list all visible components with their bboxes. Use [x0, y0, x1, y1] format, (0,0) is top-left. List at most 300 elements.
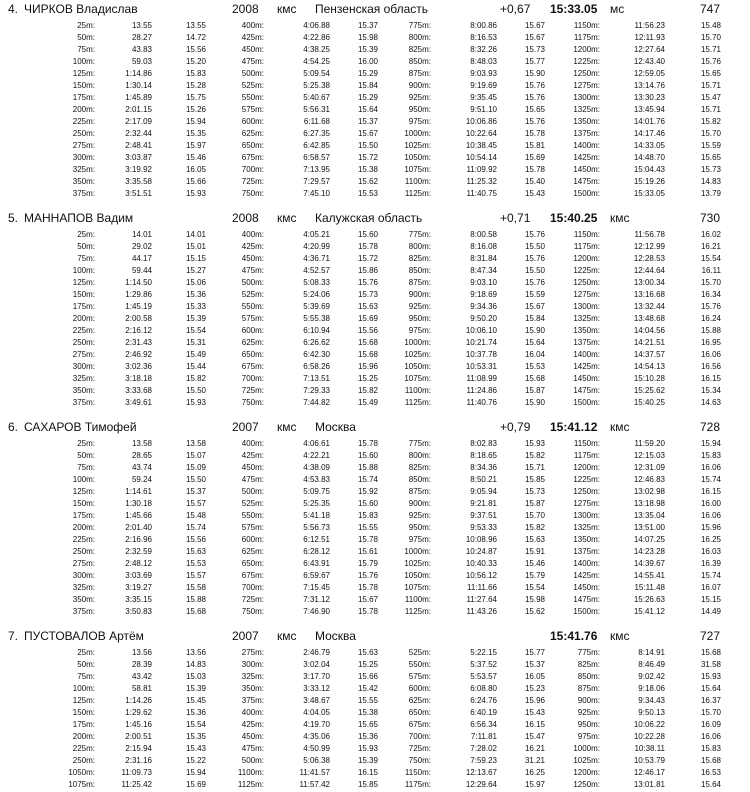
split-row — [0, 229, 721, 241]
distance: 200m: — [72, 105, 95, 114]
split-time: 15.71 — [524, 463, 545, 472]
split-time: 15.96 — [524, 696, 545, 705]
cumulative-time: 10:21.74 — [465, 338, 497, 347]
split-time: 15.85 — [524, 475, 545, 484]
cumulative-time: 9:03.93 — [470, 69, 497, 78]
cumulative-time: 13:48.68 — [633, 314, 665, 323]
distance: 900m: — [408, 81, 431, 90]
distance: 800m: — [408, 451, 431, 460]
distance: 1300m: — [573, 93, 600, 102]
split-time: 15.94 — [185, 117, 206, 126]
cumulative-time: 10:56.12 — [465, 571, 497, 580]
distance: 100m: — [72, 475, 95, 484]
split-time: 15.37 — [185, 487, 206, 496]
split-time: 15.64 — [700, 780, 721, 789]
achieved-rank: кмс — [610, 629, 630, 643]
cumulative-time: 4:38.25 — [303, 45, 330, 54]
cumulative-time: 6:58.57 — [303, 153, 330, 162]
distance: 75m: — [77, 672, 95, 681]
cumulative-time: 14:37.57 — [633, 350, 665, 359]
cumulative-time: 7:31.12 — [303, 595, 330, 604]
cumulative-time: 12:28.53 — [633, 254, 665, 263]
distance: 450m: — [241, 45, 264, 54]
split-time: 15.43 — [185, 744, 206, 753]
split-time: 15.43 — [524, 189, 545, 198]
distance: 50m: — [77, 451, 95, 460]
cumulative-time: 11:09.73 — [121, 768, 152, 777]
cumulative-time: 59.44 — [131, 266, 152, 275]
split-time: 15.36 — [357, 732, 378, 741]
split-row — [0, 558, 721, 570]
cumulative-time: 9:50.20 — [470, 314, 497, 323]
distance: 1100m: — [237, 768, 264, 777]
split-time: 14.49 — [700, 607, 721, 616]
split-time: 15.55 — [357, 696, 378, 705]
split-row — [0, 498, 721, 510]
split-time: 15.64 — [700, 684, 721, 693]
cumulative-time: 43.74 — [131, 463, 152, 472]
distance: 1325m: — [573, 523, 600, 532]
distance: 1225m: — [573, 266, 600, 275]
split-time: 15.68 — [700, 756, 721, 765]
split-row — [0, 361, 721, 373]
athlete-name — [8, 211, 133, 225]
split-row — [0, 779, 721, 791]
cumulative-time: 8:18.65 — [470, 451, 497, 460]
cumulative-time: 15:26.63 — [633, 595, 665, 604]
cumulative-time: 2:15.94 — [125, 744, 152, 753]
cumulative-time: 13:35.04 — [633, 511, 665, 520]
split-time: 14.83 — [700, 177, 721, 186]
cumulative-time: 7:59.23 — [470, 756, 497, 765]
distance: 1075m: — [404, 583, 431, 592]
distance: 250m: — [72, 547, 95, 556]
distance: 425m: — [241, 33, 264, 42]
birth-year: 2008 — [232, 211, 259, 225]
distance: 875m: — [577, 684, 600, 693]
cumulative-time: 9:05.94 — [470, 487, 497, 496]
split-time: 15.60 — [357, 230, 378, 239]
distance: 1050m: — [404, 571, 431, 580]
split-time: 15.53 — [524, 362, 545, 371]
distance: 775m: — [408, 230, 431, 239]
split-row — [0, 647, 721, 659]
cumulative-time: 5:25.38 — [303, 81, 330, 90]
distance: 800m: — [408, 33, 431, 42]
distance: 900m: — [577, 696, 600, 705]
cumulative-time: 9:34.36 — [470, 302, 497, 311]
distance: 325m: — [72, 583, 95, 592]
split-time: 15.76 — [524, 93, 545, 102]
distance: 25m: — [77, 230, 95, 239]
split-time: 15.82 — [524, 451, 545, 460]
distance: 300m: — [72, 362, 95, 371]
split-time: 15.38 — [357, 165, 378, 174]
split-time: 15.23 — [524, 684, 545, 693]
split-time: 15.90 — [524, 69, 545, 78]
distance: 1275m: — [573, 499, 600, 508]
split-time: 15.50 — [357, 141, 378, 150]
distance: 1375m: — [573, 547, 600, 556]
athlete-name — [8, 2, 138, 16]
cumulative-time: 6:58.26 — [303, 362, 330, 371]
split-time: 15.79 — [524, 571, 545, 580]
cumulative-time: 12:31.09 — [633, 463, 665, 472]
split-row — [0, 116, 721, 128]
distance: 550m: — [408, 660, 431, 669]
distance: 1450m: — [573, 583, 600, 592]
split-time: 15.62 — [357, 177, 378, 186]
distance: 300m: — [72, 571, 95, 580]
split-row — [0, 450, 721, 462]
distance: 550m: — [241, 511, 264, 520]
cumulative-time: 11:59.20 — [634, 439, 665, 448]
cumulative-time: 14:17.46 — [633, 129, 665, 138]
cumulative-time: 3:02.04 — [303, 660, 330, 669]
distance: 825m: — [408, 254, 431, 263]
split-time: 15.76 — [524, 230, 545, 239]
cumulative-time: 12:43.40 — [633, 57, 665, 66]
split-time: 15.70 — [700, 278, 721, 287]
cumulative-time: 9:02.42 — [638, 672, 665, 681]
split-time: 15.37 — [524, 660, 545, 669]
cumulative-time: 12:44.64 — [633, 266, 665, 275]
distance: 275m: — [72, 141, 95, 150]
cumulative-time: 13:16.68 — [633, 290, 665, 299]
split-row — [0, 582, 721, 594]
points: 747 — [700, 2, 721, 16]
cumulative-time: 9:03.10 — [470, 278, 497, 287]
distance: 325m: — [72, 374, 95, 383]
cumulative-time: 4:53.83 — [303, 475, 330, 484]
cumulative-time: 15:25.62 — [633, 386, 665, 395]
split-time: 16.11 — [701, 266, 721, 275]
distance: 425m: — [241, 451, 264, 460]
split-time: 15.42 — [357, 684, 378, 693]
distance: 1375m: — [573, 338, 600, 347]
split-row — [0, 140, 721, 152]
cumulative-time: 8:31.84 — [470, 254, 497, 263]
place: 4. — [8, 2, 19, 16]
name: САХАРОВ Тимофей — [24, 420, 137, 434]
cumulative-time: 2:32.44 — [125, 129, 152, 138]
cumulative-time: 2:31.43 — [125, 338, 152, 347]
split-time: 16.37 — [700, 696, 721, 705]
distance: 925m: — [408, 511, 431, 520]
distance: 750m: — [241, 398, 264, 407]
cumulative-time: 10:37.78 — [465, 350, 497, 359]
distance: 1175m: — [573, 242, 600, 251]
split-time: 15.81 — [524, 141, 545, 150]
split-time: 15.76 — [357, 571, 378, 580]
cumulative-time: 10:06.22 — [633, 720, 665, 729]
cumulative-time: 5:41.18 — [303, 511, 330, 520]
cumulative-time: 3:33.12 — [303, 684, 330, 693]
split-time: 15.43 — [524, 708, 545, 717]
distance: 375m: — [72, 607, 95, 616]
distance: 650m: — [241, 559, 264, 568]
split-time: 16.25 — [524, 768, 545, 777]
cumulative-time: 12:46.83 — [633, 475, 665, 484]
split-time: 14.72 — [185, 33, 206, 42]
split-time: 15.96 — [700, 523, 721, 532]
split-row — [0, 301, 721, 313]
split-time: 15.90 — [524, 326, 545, 335]
distance: 1200m: — [573, 768, 600, 777]
split-time: 15.78 — [357, 535, 378, 544]
split-time: 16.15 — [700, 374, 721, 383]
split-time: 15.28 — [185, 81, 206, 90]
split-time: 15.59 — [524, 290, 545, 299]
distance: 1450m: — [573, 374, 600, 383]
cumulative-time: 3:49.61 — [125, 398, 152, 407]
cumulative-time: 44.17 — [131, 254, 152, 263]
cumulative-time: 8:46.49 — [638, 660, 665, 669]
cumulative-time: 13:45.94 — [633, 105, 665, 114]
distance: 100m: — [72, 684, 95, 693]
distance: 900m: — [408, 499, 431, 508]
distance: 1025m: — [404, 350, 431, 359]
split-time: 16.06 — [700, 463, 721, 472]
distance: 175m: — [72, 720, 95, 729]
split-time: 16.95 — [700, 338, 721, 347]
cumulative-time: 4:35.06 — [303, 732, 330, 741]
split-row — [0, 128, 721, 140]
distance: 850m: — [408, 266, 431, 275]
cumulative-time: 6:10.94 — [303, 326, 330, 335]
split-row — [0, 277, 721, 289]
split-time: 15.29 — [357, 69, 378, 78]
distance: 925m: — [408, 93, 431, 102]
distance: 225m: — [72, 117, 95, 126]
split-row — [0, 695, 721, 707]
distance: 1275m: — [573, 81, 600, 90]
split-time: 15.93 — [524, 439, 545, 448]
cumulative-time: 1:30.18 — [125, 499, 152, 508]
split-time: 15.65 — [524, 105, 545, 114]
split-time: 15.76 — [524, 81, 545, 90]
distance: 575m: — [241, 105, 264, 114]
cumulative-time: 8:00.58 — [470, 230, 497, 239]
split-time: 15.70 — [700, 129, 721, 138]
split-time: 15.68 — [357, 338, 378, 347]
cumulative-time: 13:18.98 — [633, 499, 665, 508]
split-row — [0, 534, 721, 546]
distance: 1325m: — [573, 105, 600, 114]
distance: 1250m: — [573, 487, 600, 496]
split-row — [0, 743, 721, 755]
cumulative-time: 5:53.57 — [470, 672, 497, 681]
cumulative-time: 9:18.69 — [470, 290, 497, 299]
split-time: 15.25 — [357, 374, 378, 383]
split-time: 15.78 — [357, 242, 378, 251]
distance: 675m: — [408, 720, 431, 729]
split-time: 15.67 — [524, 302, 545, 311]
cumulative-time: 10:06.10 — [465, 326, 497, 335]
cumulative-time: 1:14.50 — [125, 278, 152, 287]
split-time: 15.63 — [357, 648, 378, 657]
split-row — [0, 397, 721, 409]
split-time: 15.49 — [357, 398, 378, 407]
cumulative-time: 15:11.48 — [634, 583, 665, 592]
split-time: 15.63 — [357, 302, 378, 311]
cumulative-time: 3:51.51 — [125, 189, 152, 198]
cumulative-time: 10:53.79 — [633, 756, 665, 765]
distance: 1225m: — [573, 57, 600, 66]
split-time: 15.70 — [700, 708, 721, 717]
split-time: 15.67 — [357, 595, 378, 604]
split-time: 15.45 — [185, 696, 206, 705]
cumulative-time: 9:37.51 — [470, 511, 497, 520]
distance: 1400m: — [573, 141, 600, 150]
split-time: 15.57 — [185, 499, 206, 508]
distance: 350m: — [72, 595, 95, 604]
split-time: 15.09 — [185, 463, 206, 472]
split-time: 15.78 — [357, 607, 378, 616]
cumulative-time: 11:41.57 — [299, 768, 330, 777]
cumulative-time: 29.02 — [131, 242, 152, 251]
final-time: 15:40.25 — [550, 211, 598, 225]
cumulative-time: 7:13.95 — [303, 165, 330, 174]
distance: 950m: — [577, 720, 600, 729]
distance: 1150m: — [404, 768, 431, 777]
cumulative-time: 13:02.98 — [633, 487, 665, 496]
distance: 850m: — [577, 672, 600, 681]
split-row — [0, 241, 721, 253]
cumulative-time: 5:25.35 — [303, 499, 330, 508]
cumulative-time: 10:40.33 — [465, 559, 497, 568]
cumulative-time: 6:11.68 — [303, 117, 330, 126]
cumulative-time: 5:24.06 — [303, 290, 330, 299]
split-time: 15.27 — [185, 266, 206, 275]
split-time: 15.36 — [185, 290, 206, 299]
split-time: 15.78 — [357, 583, 378, 592]
splits-table — [0, 20, 721, 200]
distance: 325m: — [241, 672, 264, 681]
distance: 975m: — [408, 326, 431, 335]
distance: 825m: — [408, 463, 431, 472]
cumulative-time: 15:40.25 — [633, 398, 665, 407]
split-time: 14.01 — [185, 230, 206, 239]
cumulative-time: 9:53.33 — [470, 523, 497, 532]
cumulative-time: 6:43.91 — [303, 559, 330, 568]
cumulative-time: 11:56.23 — [634, 21, 665, 30]
distance: 425m: — [241, 242, 264, 251]
distance: 1025m: — [404, 141, 431, 150]
cumulative-time: 3:35.58 — [125, 177, 152, 186]
split-time: 15.71 — [700, 81, 721, 90]
split-time: 15.64 — [524, 338, 545, 347]
split-time: 15.40 — [524, 177, 545, 186]
cumulative-time: 4:05.21 — [303, 230, 330, 239]
split-time: 15.69 — [357, 314, 378, 323]
split-time: 16.24 — [700, 314, 721, 323]
split-row — [0, 731, 721, 743]
cumulative-time: 11:43.26 — [466, 607, 497, 616]
cumulative-time: 14:23.28 — [633, 547, 665, 556]
split-time: 15.64 — [357, 105, 378, 114]
split-row — [0, 80, 721, 92]
distance: 725m: — [408, 744, 431, 753]
split-row — [0, 325, 721, 337]
region: Москва — [315, 420, 356, 434]
cumulative-time: 15:19.26 — [633, 177, 665, 186]
sport-rank: кмс — [277, 2, 297, 16]
distance: 1425m: — [573, 362, 600, 371]
name: МАННАПОВ Вадим — [24, 211, 134, 225]
split-time: 15.93 — [700, 672, 721, 681]
distance: 775m: — [408, 439, 431, 448]
cumulative-time: 7:11.81 — [470, 732, 497, 741]
distance: 875m: — [408, 278, 431, 287]
distance: 775m: — [408, 21, 431, 30]
distance: 875m: — [408, 69, 431, 78]
split-time: 15.54 — [185, 720, 206, 729]
split-time: 15.76 — [357, 278, 378, 287]
split-time: 15.53 — [185, 559, 206, 568]
split-time: 15.34 — [700, 386, 721, 395]
split-time: 15.50 — [524, 266, 545, 275]
cumulative-time: 6:42.30 — [303, 350, 330, 359]
cumulative-time: 8:32.26 — [470, 45, 497, 54]
cumulative-time: 5:06.38 — [303, 756, 330, 765]
cumulative-time: 3:19.27 — [125, 583, 152, 592]
athlete-header — [0, 211, 750, 227]
split-time: 15.74 — [357, 475, 378, 484]
split-time: 15.38 — [357, 708, 378, 717]
split-time: 13.79 — [700, 189, 721, 198]
distance: 300m: — [72, 153, 95, 162]
distance: 1025m: — [404, 559, 431, 568]
region: Калужская область — [315, 211, 423, 225]
birth-year: 2007 — [232, 629, 259, 643]
cumulative-time: 14:39.67 — [633, 559, 665, 568]
split-time: 15.75 — [185, 93, 206, 102]
cumulative-time: 2:32.59 — [125, 547, 152, 556]
distance: 150m: — [72, 290, 95, 299]
split-time: 16.56 — [700, 362, 721, 371]
cumulative-time: 8:02.83 — [470, 439, 497, 448]
split-time: 16.02 — [700, 230, 721, 239]
cumulative-time: 12:12.99 — [633, 242, 665, 251]
distance: 600m: — [241, 326, 264, 335]
cumulative-time: 6:12.51 — [303, 535, 330, 544]
split-time: 15.35 — [185, 129, 206, 138]
cumulative-time: 11:09.92 — [466, 165, 497, 174]
distance: 100m: — [72, 266, 95, 275]
achieved-rank: кмс — [610, 420, 630, 434]
distance: 50m: — [77, 660, 95, 669]
split-time: 15.87 — [524, 499, 545, 508]
cumulative-time: 4:38.09 — [303, 463, 330, 472]
split-time: 15.74 — [185, 523, 206, 532]
cumulative-time: 10:24.87 — [465, 547, 497, 556]
distance: 375m: — [72, 189, 95, 198]
split-time: 16.21 — [524, 744, 545, 753]
cumulative-time: 4:54.25 — [303, 57, 330, 66]
cumulative-time: 8:16.53 — [470, 33, 497, 42]
distance: 625m: — [241, 547, 264, 556]
cumulative-time: 11:25.42 — [121, 780, 152, 789]
split-time: 15.47 — [700, 93, 721, 102]
distance: 925m: — [408, 302, 431, 311]
cumulative-time: 2:48.12 — [125, 559, 152, 568]
split-time: 16.00 — [357, 57, 378, 66]
sport-rank: кмс — [277, 420, 297, 434]
split-time: 15.67 — [524, 21, 545, 30]
birth-year: 2007 — [232, 420, 259, 434]
cumulative-time: 13:14.76 — [633, 81, 665, 90]
